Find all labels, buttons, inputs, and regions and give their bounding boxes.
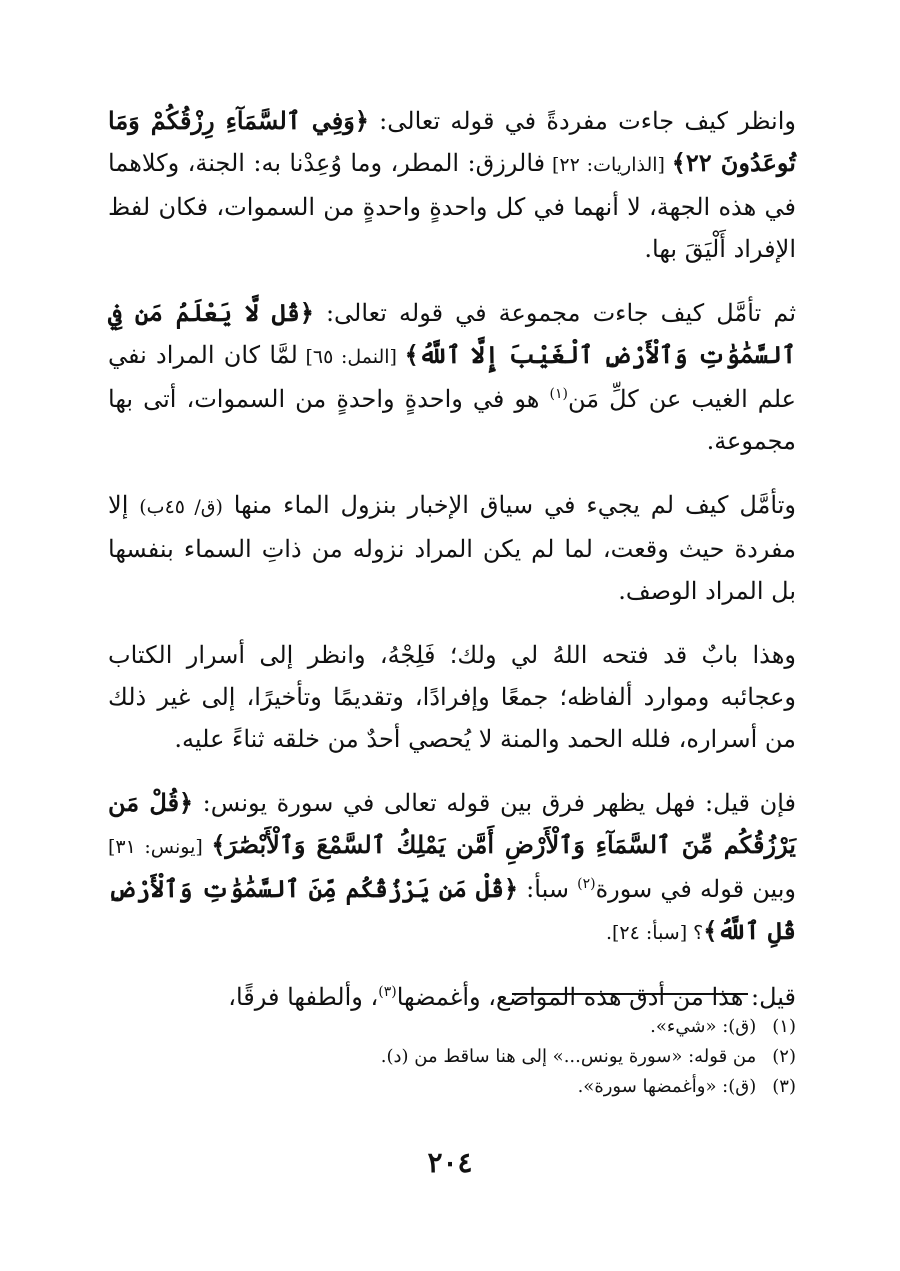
paragraph-text: فالرزق: المطر، وما وُعِدْنا به: الجنة، وكلاهما في هذه الجهة، لا أنهما في كل واحدةٍ واحدةٍ من السموات، فكان لفظ الإفراد أَلْيَقَ بها. xyxy=(108,149,796,263)
page-number: ٢٠٤ xyxy=(427,1146,473,1179)
footnote-item xyxy=(108,1072,796,1102)
quran-verse: ﴿قُلْ مَن يَرْزُقُكُم مِّنَ ٱلسَّمَآءِ وَٱلْأَرْضِ أَمَّن يَمْلِكُ ٱلسَّمْعَ وَٱلْأَبْصَٰرَ﴾ xyxy=(108,788,796,859)
manuscript-reference: (ق/ ٤٥ب) xyxy=(139,496,223,518)
footnote-marker: (٣) xyxy=(378,984,397,1000)
footnote-text: (ق): «شيء». xyxy=(650,1016,757,1037)
paragraph-text: وهذا بابٌ قد فتحه اللهُ لي ولك؛ فَلِجْهُ، وانظر إلى أسرار الكتاب وعجائبه وموارد ألفاظه؛ جمعًا وإفرادًا، وتقديمًا وتأخيرًا، إلى غير ذلك من أسراره، فلله الحمد والمنة لا يُحصي أحدٌ من خلقه ثناءً عليه. xyxy=(108,641,796,753)
footnote-text: (ق): «وأغمضها سورة». xyxy=(577,1076,757,1097)
footnote-number: (١) xyxy=(772,1016,796,1037)
verse-reference: [النمل: ٦٥] xyxy=(297,346,405,368)
paragraph-text: إلا مفردة حيث وقعت، لما لم يكن المراد نزوله من ذاتِ السماء بنفسها بل المراد الوصف. xyxy=(108,491,796,605)
footnote-item xyxy=(108,1012,796,1042)
paragraph-text: فإن قيل: فهل يظهر فرق بين قوله تعالى في سورة يونس: xyxy=(193,789,796,817)
quran-verse: ﴿وَفِي ٱلسَّمَآءِ رِزْقُكُمْ وَمَا تُوعَدُونَ ٢٢﴾ xyxy=(108,106,796,177)
paragraph-text: وبين قوله في سورة xyxy=(595,875,796,903)
footnote-text: من قوله: «سورة يونس...» إلى هنا ساقط من (د). xyxy=(380,1046,757,1067)
footnote-marker: (٢) xyxy=(577,876,596,892)
footnote-divider xyxy=(512,993,748,995)
main-text xyxy=(108,100,796,1040)
paragraph-text: هو في واحدةٍ واحدةٍ من السموات، أتى بها مجموعة. xyxy=(108,385,796,455)
paragraph-text: ثم تأمَّل كيف جاءت مجموعة في قوله تعالى: xyxy=(313,299,796,327)
verse-reference: [يونس: ٣١] xyxy=(108,836,212,858)
paragraph-2 xyxy=(108,292,796,462)
paragraph-4 xyxy=(108,634,796,760)
paragraph-text: لمَّا كان المراد نفي علم الغيب عن كلِّ مَن xyxy=(108,341,797,413)
paragraph-text: سبأ: xyxy=(518,875,578,903)
footnote-number: (٢) xyxy=(772,1046,796,1067)
verse-reference: ؟ [سبأ: ٢٤]. xyxy=(605,922,704,944)
footnote-marker: (١) xyxy=(549,386,568,402)
paragraph-5 xyxy=(108,782,796,954)
quran-verse: ﴿قُل لَّا يَعْلَمُ مَن فِي ٱلسَّمَٰوَٰتِ وَٱلْأَرْضِ ٱلْغَيْبَ إِلَّا ٱللَّهُ﴾ xyxy=(108,298,797,369)
paragraph-text: ، وألطفها فرقًا، xyxy=(228,983,379,1011)
verse-reference: [الذاريات: ٢٢] xyxy=(545,154,672,176)
paragraph-1 xyxy=(108,100,796,270)
footnote-item xyxy=(108,1042,796,1072)
paragraph-text: وانظر كيف جاءت مفردةً في قوله تعالى: xyxy=(368,107,796,135)
footnotes xyxy=(108,1012,796,1102)
footnote-number: (٣) xyxy=(772,1076,796,1097)
paragraph-text: قيل: هذا من أدق هذه المواضع، وأغمضها xyxy=(396,983,796,1011)
paragraph-3 xyxy=(108,484,796,612)
paragraph-text: وتأمَّل كيف لم يجيء في سياق الإخبار بنزول الماء منها xyxy=(222,491,796,519)
quran-verse: ﴿قُلْ مَن يَرْزُقُكُم مِّنَ ٱلسَّمَٰوَٰتِ وَٱلْأَرْضِ قُلِ ٱللَّهُ﴾ xyxy=(108,874,796,945)
